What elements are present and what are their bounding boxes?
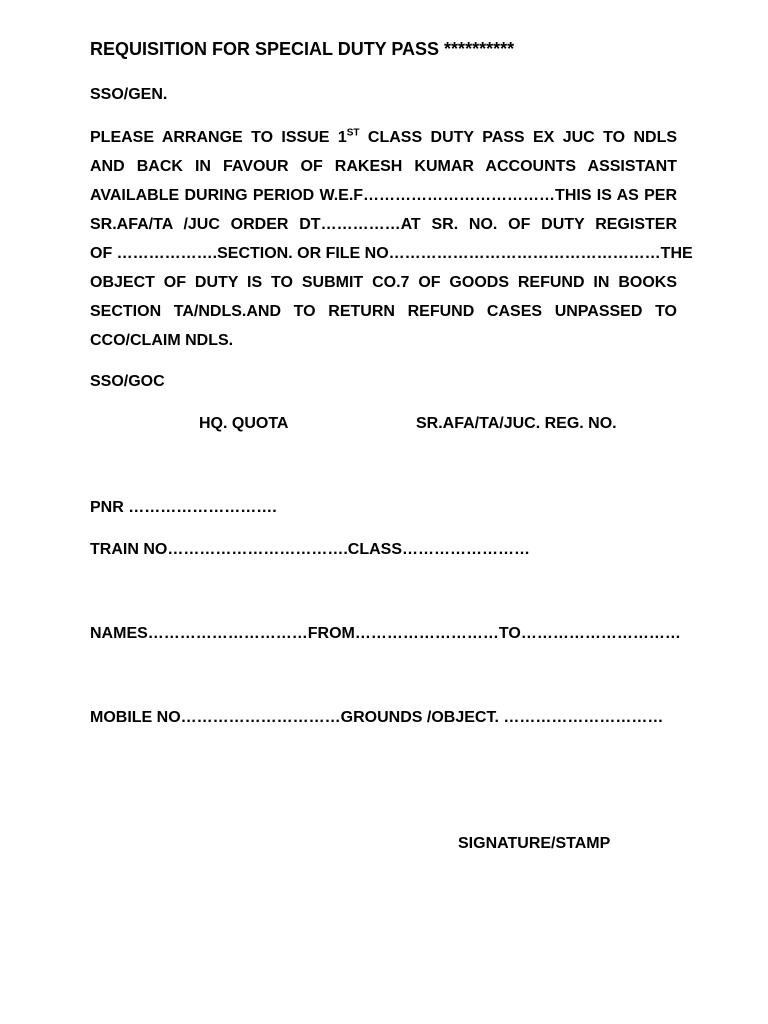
signature-stamp-label: SIGNATURE/STAMP — [458, 835, 611, 852]
paragraph-line-6: OBJECT OF DUTY IS TO SUBMIT CO.7 OF GOODS REFUND IN BOOKS — [90, 274, 677, 291]
paragraph-line-5: OF ……………….SECTION. OR FILE NO……………………………………………THE — [90, 245, 693, 262]
ordinal-superscript: ST — [346, 127, 360, 139]
hq-quota-label: HQ. QUOTA — [199, 415, 289, 432]
paragraph-line-7: SECTION TA/NDLS.AND TO RETURN REFUND CASES UNPASSED TO — [90, 303, 677, 320]
document-title: REQUISITION FOR SPECIAL DUTY PASS ********** — [90, 39, 515, 59]
registration-number-label: SR.AFA/TA/JUC. REG. NO. — [416, 415, 617, 432]
addressee-sso-goc: SSO/GOC — [90, 373, 165, 390]
pnr-field: PNR ………………………. — [90, 499, 277, 516]
names-from-to-field: NAMES…………………………FROM………………………TO………………………… — [90, 625, 681, 642]
paragraph-line-1-start: PLEASE ARRANGE TO ISSUE 1 — [90, 129, 347, 146]
paragraph-line-4: SR.AFA/TA /JUC ORDER DT……………AT SR. NO. OF DUTY REGISTER — [90, 216, 677, 233]
paragraph-line-2: AND BACK IN FAVOUR OF RAKESH KUMAR ACCOUNTS ASSISTANT — [90, 158, 677, 175]
paragraph-line-1 — [90, 123, 677, 152]
paragraph-line-1-end: CLASS DUTY PASS EX JUC TO NDLS — [359, 129, 678, 146]
paragraph-line-3: AVAILABLE DURING PERIOD W.E.F………………………………THIS IS AS PER — [90, 187, 677, 204]
request-paragraph — [90, 123, 693, 355]
addressee-sso-gen: SSO/GEN. — [90, 86, 168, 103]
mobile-grounds-field: MOBILE NO…………………………GROUNDS /OBJECT. ………………………… — [90, 709, 664, 726]
paragraph-line-8: CCO/CLAIM NDLS. — [90, 332, 234, 349]
train-class-field: TRAIN NO…………………………….CLASS…………………… — [90, 541, 530, 558]
